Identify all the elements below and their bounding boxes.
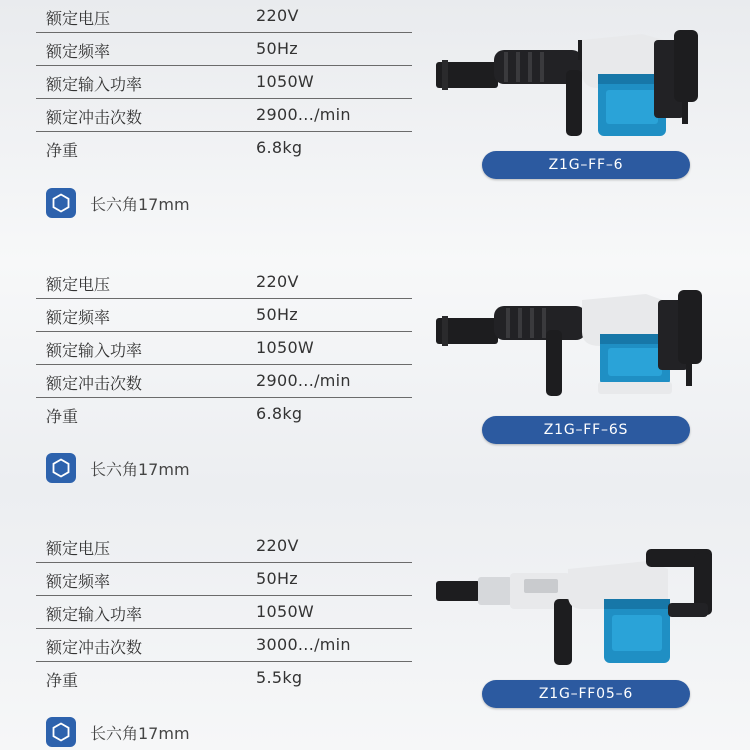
spec-row-impact-rate (36, 629, 412, 662)
spec-value: 6.8kg (256, 404, 303, 423)
spec-label: 额定输入功率 (46, 605, 143, 624)
spec-row-voltage (36, 266, 412, 299)
hexagon-icon (46, 717, 76, 747)
spec-row-voltage (36, 530, 412, 563)
spec-label: 净重 (46, 407, 79, 426)
spec-value: 220V (256, 6, 299, 25)
hex-feature-label: 长六角17mm (90, 723, 190, 743)
hexagon-icon (46, 453, 76, 483)
spec-label: 额定输入功率 (46, 75, 143, 94)
spec-row-weight (36, 132, 412, 165)
hex-feature (46, 453, 190, 483)
model-badge: Z1G–FF–6 (482, 151, 690, 179)
hex-feature-label: 长六角17mm (90, 194, 190, 214)
spec-value: 50Hz (256, 569, 298, 588)
spec-value: 1050W (256, 72, 315, 91)
spec-value: 50Hz (256, 305, 298, 324)
spec-row-power (36, 596, 412, 629)
spec-table (36, 530, 412, 695)
demolition-hammer-image (432, 276, 722, 416)
spec-label: 额定冲击次数 (46, 638, 143, 657)
spec-row-frequency (36, 563, 412, 596)
hex-feature (46, 188, 190, 218)
spec-row-weight (36, 662, 412, 695)
spec-value: 2900.../min (256, 105, 351, 124)
spec-value: 1050W (256, 338, 315, 357)
product-section-1 (0, 0, 750, 250)
model-badge: Z1G–FF–6S (482, 416, 690, 444)
spec-label: 净重 (46, 671, 79, 690)
spec-label: 额定电压 (46, 539, 111, 558)
spec-label: 额定冲击次数 (46, 108, 143, 127)
spec-value: 3000.../min (256, 635, 351, 654)
product-section-2 (0, 264, 750, 514)
spec-table (36, 0, 412, 165)
spec-row-frequency (36, 33, 412, 66)
spec-row-frequency (36, 299, 412, 332)
spec-row-voltage (36, 0, 412, 33)
spec-value: 220V (256, 272, 299, 291)
spec-label: 净重 (46, 141, 79, 160)
product-section-3 (0, 529, 750, 750)
spec-label: 额定电压 (46, 275, 111, 294)
spec-label: 额定冲击次数 (46, 374, 143, 393)
spec-label: 额定电压 (46, 9, 111, 28)
spec-label: 额定频率 (46, 308, 111, 327)
rotary-hammer-image (432, 539, 722, 679)
spec-value: 6.8kg (256, 138, 303, 157)
hex-feature (46, 717, 190, 747)
spec-label: 额定频率 (46, 42, 111, 61)
spec-value: 2900.../min (256, 371, 351, 390)
spec-row-impact-rate (36, 99, 412, 132)
spec-value: 1050W (256, 602, 315, 621)
spec-table (36, 266, 412, 431)
hexagon-icon (46, 188, 76, 218)
model-badge: Z1G–FF05–6 (482, 680, 690, 708)
demolition-hammer-image (432, 10, 722, 150)
spec-value: 220V (256, 536, 299, 555)
spec-row-weight (36, 398, 412, 431)
spec-row-power (36, 66, 412, 99)
spec-value: 5.5kg (256, 668, 303, 687)
hex-feature-label: 长六角17mm (90, 459, 190, 479)
spec-label: 额定频率 (46, 572, 111, 591)
spec-label: 额定输入功率 (46, 341, 143, 360)
spec-row-impact-rate (36, 365, 412, 398)
spec-row-power (36, 332, 412, 365)
spec-value: 50Hz (256, 39, 298, 58)
